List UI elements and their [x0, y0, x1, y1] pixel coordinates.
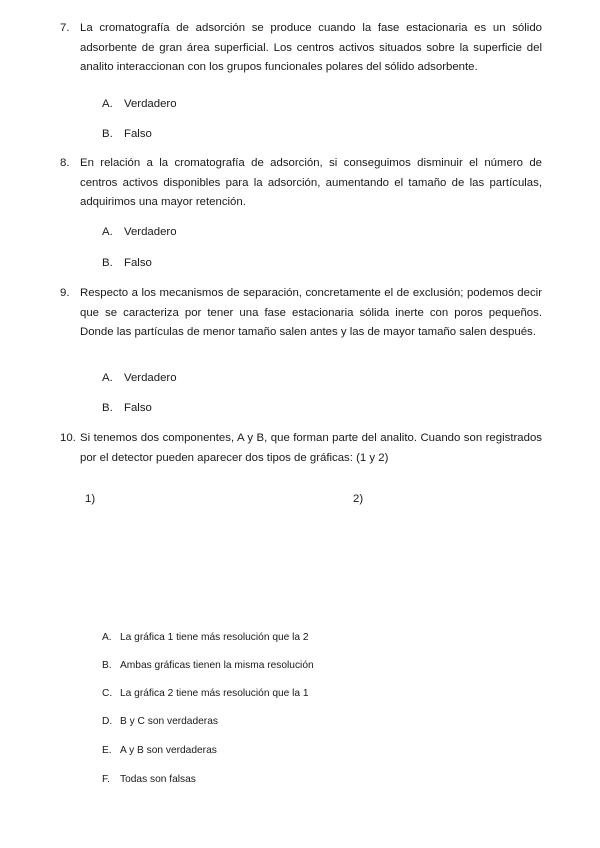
question-10: [60, 429, 542, 468]
question-10-option-a: [102, 631, 309, 645]
graph-1-area: [100, 510, 320, 620]
option-letter: D.: [102, 716, 113, 727]
option-text: A y B son verdaderas: [120, 745, 217, 756]
question-10-option-e: [102, 744, 217, 758]
question-7: [60, 19, 542, 78]
option-letter: C.: [102, 688, 113, 699]
question-8: [60, 154, 542, 213]
option-letter: B.: [102, 402, 113, 414]
graph-2-label: 2): [353, 493, 364, 505]
question-number: 7.: [60, 22, 70, 34]
question-text: En relación a la cromatografía de adsorción, si conseguimos disminuir el número de centros activos disponibles para la adsorción, aumentando el tamaño de las partículas, adquirimos una mayor retención.: [80, 157, 542, 208]
option-letter: A.: [102, 632, 112, 643]
question-9-option-a: [102, 371, 177, 385]
option-text: B y C son verdaderas: [120, 716, 218, 727]
question-10-option-d: [102, 715, 218, 729]
option-text: Ambas gráficas tienen la misma resolución: [120, 660, 314, 671]
graph-2-area: [368, 510, 548, 620]
option-letter: A.: [102, 372, 113, 384]
question-text: Respecto a los mecanismos de separación, concretamente el de exclusión; podemos decir que se caracteriza por tener una fase estacionaria sólida inerte con poros pequeños. Donde las partículas de menor tamaño salen antes y las de mayor tamaño salen después.: [80, 287, 542, 338]
question-number: 9.: [60, 287, 70, 299]
question-10-option-b: [102, 659, 314, 673]
option-text: La gráfica 1 tiene más resolución que la 2: [120, 632, 309, 643]
option-text: Falso: [124, 402, 152, 414]
question-8-option-a: [102, 225, 177, 239]
option-letter: F.: [102, 774, 110, 785]
option-text: Verdadero: [124, 226, 177, 238]
question-7-option-a: [102, 97, 177, 111]
option-text: La gráfica 2 tiene más resolución que la 1: [120, 688, 309, 699]
option-letter: B.: [102, 128, 113, 140]
option-letter: B.: [102, 257, 113, 269]
question-9-option-b: [102, 401, 152, 415]
question-9: [60, 284, 542, 343]
question-8-option-b: [102, 256, 152, 270]
question-7-option-b: [102, 127, 152, 141]
question-number: 8.: [60, 157, 70, 169]
question-number: 10.: [60, 432, 76, 444]
question-text: Si tenemos dos componentes, A y B, que forman parte del analito. Cuando son registrados por el detector pueden aparecer dos tipos de gráficas: (1 y 2): [80, 432, 542, 464]
option-letter: A.: [102, 226, 113, 238]
option-text: Falso: [124, 128, 152, 140]
option-text: Falso: [124, 257, 152, 269]
option-letter: E.: [102, 745, 112, 756]
option-text: Verdadero: [124, 98, 177, 110]
option-letter: B.: [102, 660, 112, 671]
question-10-option-f: [102, 773, 196, 787]
question-text: La cromatografía de adsorción se produce cuando la fase estacionaria es un sólido adsorbente de gran área superficial. Los centros activos situados sobre la superficie del analito interaccionan con los grupos funcionales polares del sólido adsorbente.: [80, 22, 542, 73]
option-text: Todas son falsas: [120, 774, 196, 785]
graph-1-label: 1): [85, 493, 96, 505]
option-text: Verdadero: [124, 372, 177, 384]
option-letter: A.: [102, 98, 113, 110]
question-10-option-c: [102, 687, 309, 701]
